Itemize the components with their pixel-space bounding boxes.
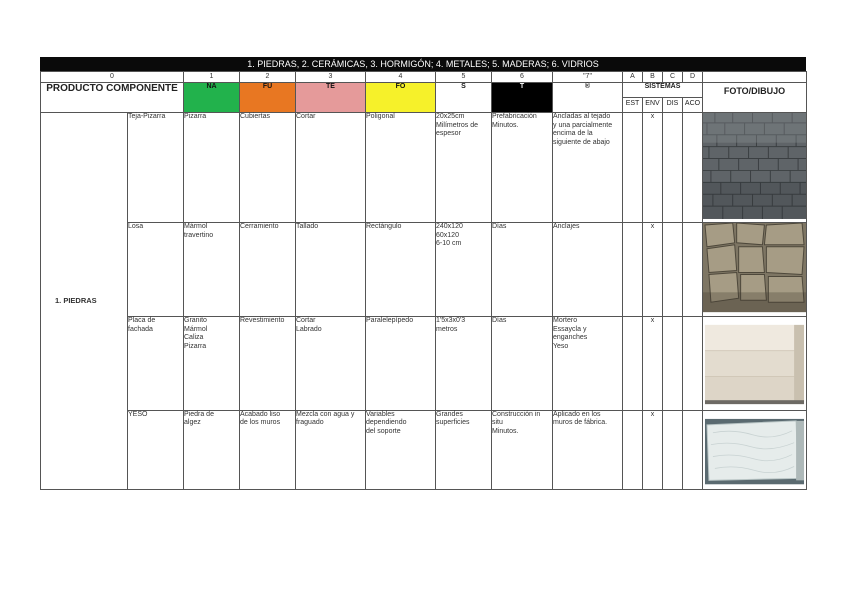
cell-te: [296, 410, 366, 490]
cell-fu: Cerramiento: [240, 223, 296, 317]
cell-line: Minutos.: [492, 427, 519, 435]
col-num-c: C: [663, 72, 683, 83]
cell-a: [623, 317, 643, 411]
col-num-7: "7": [553, 72, 623, 83]
cell-na: Pizarra: [184, 113, 240, 223]
cell-b: x: [643, 223, 663, 317]
cell-product: Teja-Pizarra: [128, 113, 184, 223]
cell-line: Labrado: [296, 325, 322, 333]
cell-line: Anclajes: [553, 223, 580, 231]
cell-line: 1'5x3x0'3: [436, 317, 466, 325]
cell-s: [436, 317, 492, 411]
cell-line: 60x120: [436, 231, 459, 239]
cell-line: metros: [436, 325, 458, 333]
cell-d: [683, 317, 703, 411]
cell-a: [623, 113, 643, 223]
col-num-5: 5: [436, 72, 492, 83]
plaster-block-picture: [703, 411, 806, 486]
cell-b: x: [643, 113, 663, 223]
header-foto-dibujo: FOTO/DIBUJO: [703, 83, 807, 113]
cell-fo: Paralelepípedo: [366, 317, 436, 411]
cell-line: superficies: [436, 419, 470, 427]
cell-t: [492, 317, 553, 411]
cell-c: [663, 113, 683, 223]
cell-line: Grandes: [436, 410, 463, 418]
cell-line: Cortar: [296, 317, 316, 325]
cell-te: [296, 317, 366, 411]
cell-fu: Revestimiento: [240, 317, 296, 411]
header-dis: DIS: [663, 98, 683, 113]
header-est: EST: [623, 98, 643, 113]
cell-line: algez: [184, 419, 201, 427]
cell-te: Cortar: [296, 113, 366, 223]
cell-t: [492, 410, 553, 490]
cell-d: [683, 223, 703, 317]
cell-line: Placa de: [128, 317, 156, 325]
cell-line: de los muros: [240, 419, 281, 427]
header-registered: ®: [553, 83, 623, 113]
cell-c: [663, 317, 683, 411]
cell-b: x: [643, 410, 663, 490]
materials-table: [40, 71, 807, 490]
cell-line: Minutos.: [492, 121, 519, 129]
cell-line: situ: [492, 419, 503, 427]
slate-roof-image: [703, 113, 807, 223]
plaster-block-image: [703, 410, 807, 490]
cell-na: [184, 317, 240, 411]
header-fo: FO: [366, 83, 436, 113]
cell-na: [184, 223, 240, 317]
header-env: ENV: [643, 98, 663, 113]
header-sistemas: SISTEMAS: [623, 83, 703, 98]
cell-line: dependiendo: [366, 419, 407, 427]
col-num-foto: [703, 72, 807, 83]
col-num-2: 2: [240, 72, 296, 83]
cell-line: Construcción in: [492, 410, 541, 418]
cell-line: Granito: [184, 317, 207, 325]
cell-line: Días: [492, 317, 507, 325]
cell-c: [663, 410, 683, 490]
cell-line: Aplicado en los: [553, 410, 601, 418]
cell-line: Ancladas al tejado: [553, 113, 611, 120]
header-t: T: [492, 83, 553, 113]
header-te: TE: [296, 83, 366, 113]
cell-product: YESO: [128, 410, 184, 490]
cell-t: [492, 223, 553, 317]
cell-c: [663, 223, 683, 317]
cell-d: [683, 410, 703, 490]
table-title: 1. PIEDRAS, 2. CERÁMICAS, 3. HORMIGÓN; 4. METALES; 5. MADERAS; 6. VIDRIOS: [40, 57, 806, 71]
cell-line: encima de la: [553, 130, 593, 137]
cell-line: Essaycla y: [553, 325, 587, 333]
cell-d: [683, 113, 703, 223]
cell-fo: Rectángulo: [366, 223, 436, 317]
col-num-d: D: [683, 72, 703, 83]
col-num-1: 1: [184, 72, 240, 83]
cell-s: [436, 113, 492, 223]
facade-panel-image: [703, 317, 807, 411]
cell-b: x: [643, 317, 663, 411]
header-s: S: [436, 83, 492, 113]
header-producto-componente: PRODUCTO COMPONENTE: [41, 83, 184, 113]
cell-line: Prefabricación: [492, 113, 537, 120]
cell-line: Pizarra: [184, 342, 207, 350]
cell-line: Mármol: [184, 223, 208, 231]
cell-s: [436, 223, 492, 317]
cell-product: Losa: [128, 223, 184, 317]
stone-slab-picture: [703, 223, 806, 312]
cell-line: Días: [492, 223, 507, 231]
cell-r: [553, 410, 623, 490]
cell-line: Mármol: [184, 325, 208, 333]
table-row: [41, 223, 807, 317]
cell-fu: [240, 410, 296, 490]
table-row: [41, 113, 807, 223]
col-num-3: 3: [296, 72, 366, 83]
col-num-4: 4: [366, 72, 436, 83]
cell-a: [623, 410, 643, 490]
cell-line: 6-10 cm: [436, 240, 462, 248]
col-num-0: 0: [41, 72, 184, 83]
cell-r: [553, 223, 623, 317]
cell-line: 240x120: [436, 223, 463, 231]
cell-s: [436, 410, 492, 490]
cell-line: Acabado liso: [240, 410, 281, 418]
cell-line: siguiente de abajo: [553, 138, 610, 146]
slate-roof-picture: [703, 113, 806, 219]
header-row: [41, 83, 807, 98]
column-number-row: [41, 72, 807, 83]
col-num-b: B: [643, 72, 663, 83]
cell-t: [492, 113, 553, 223]
cell-fo: [366, 410, 436, 490]
cell-fo: Poligonal: [366, 113, 436, 223]
cell-line: Variables: [366, 410, 395, 418]
cell-line: Caliza: [184, 334, 204, 342]
cell-line: Mortero: [553, 317, 578, 325]
cell-r: [553, 317, 623, 411]
header-fu: FU: [240, 83, 296, 113]
cell-te: Tallado: [296, 223, 366, 317]
cell-fu: Cubiertas: [240, 113, 296, 223]
cell-product: [128, 317, 184, 411]
group-label-piedras: 1. PIEDRAS: [41, 113, 128, 490]
cell-line: fraguado: [296, 419, 324, 427]
cell-line: fachada: [128, 325, 153, 333]
col-num-a: A: [623, 72, 643, 83]
header-aco: ACO: [683, 98, 703, 113]
cell-line: muros de fábrica.: [553, 419, 608, 427]
stone-slab-image: [703, 223, 807, 317]
cell-line: Piedra de: [184, 410, 214, 418]
cell-na: [184, 410, 240, 490]
facade-panel-picture: [703, 317, 806, 406]
header-na: NA: [184, 83, 240, 113]
cell-line: Milímetros de: [436, 121, 479, 129]
cell-line: espesor: [436, 130, 461, 137]
cell-line: del soporte: [366, 427, 401, 435]
cell-r: [553, 113, 623, 223]
cell-line: Yeso: [553, 342, 569, 350]
table-row: [41, 410, 807, 490]
table-row: [41, 317, 807, 411]
cell-line: travertino: [184, 231, 214, 239]
cell-line: enganches: [553, 334, 588, 342]
cell-line: y una parcialmente: [553, 121, 613, 129]
col-num-6: 6: [492, 72, 553, 83]
cell-line: Mezcla con agua y: [296, 410, 355, 418]
cell-a: [623, 223, 643, 317]
cell-line: 20x25cm: [436, 113, 465, 120]
